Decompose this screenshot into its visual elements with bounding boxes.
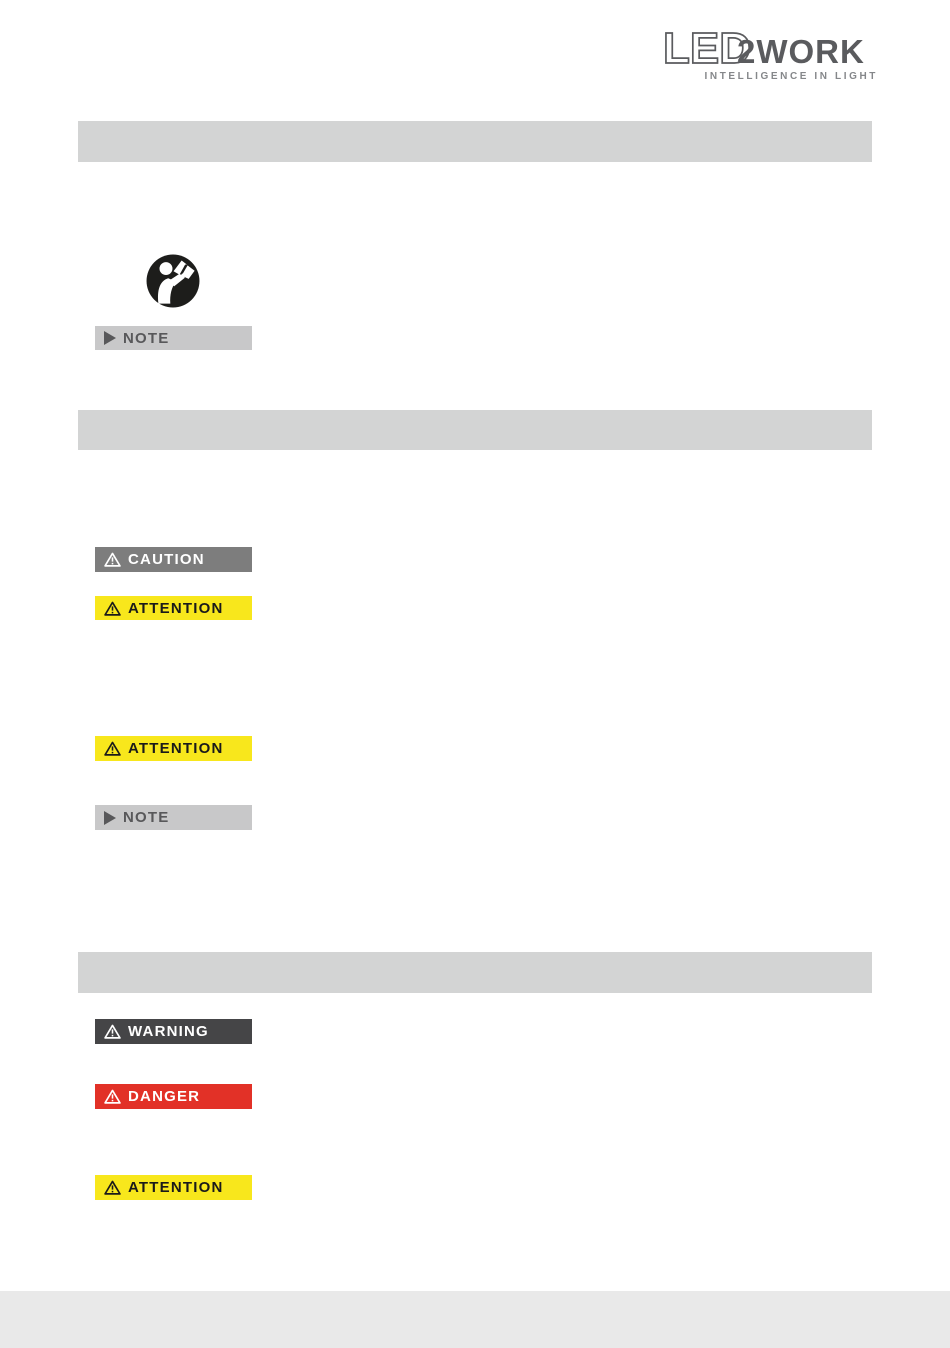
warning-triangle-icon: [104, 741, 121, 756]
attention-label-text: ATTENTION: [128, 740, 224, 757]
danger-label-text: DANGER: [128, 1088, 201, 1105]
logo-solid-text: 2WORK: [737, 33, 865, 68]
right-triangle-icon: [104, 331, 116, 345]
led2work-logo: [648, 32, 878, 82]
warning-triangle-icon: [104, 1024, 121, 1039]
right-triangle-icon: [104, 811, 116, 825]
note-label: [95, 326, 252, 350]
note-label: [95, 805, 252, 830]
attention-label: [95, 1175, 252, 1200]
note-label-text: NOTE: [123, 809, 170, 826]
logo-tagline: INTELLIGENCE IN LIGHT: [704, 71, 878, 82]
logo-outline-text: LED: [663, 32, 751, 68]
warning-label-text: WARNING: [128, 1023, 209, 1040]
led2work-wordmark-icon: [648, 32, 878, 68]
warning-triangle-icon: [104, 1089, 121, 1104]
section-header-bar-2: [78, 410, 872, 450]
warning-triangle-icon: [104, 1180, 121, 1195]
section-header-bar-1: [78, 121, 872, 162]
note-label-text: NOTE: [123, 329, 170, 347]
warning-label: [95, 1019, 252, 1044]
attention-label-text: ATTENTION: [128, 599, 224, 617]
caution-label-text: CAUTION: [128, 551, 205, 568]
section-header-bar-3: [78, 952, 872, 993]
attention-label: [95, 736, 252, 761]
danger-label: [95, 1084, 252, 1109]
warning-triangle-icon: [104, 601, 121, 616]
read-instruction-manual-icon: [146, 254, 200, 308]
page-footer-bar: [0, 1291, 950, 1348]
attention-label-text: ATTENTION: [128, 1179, 224, 1196]
caution-label: [95, 547, 252, 572]
warning-triangle-icon: [104, 552, 121, 567]
attention-label: [95, 596, 252, 620]
